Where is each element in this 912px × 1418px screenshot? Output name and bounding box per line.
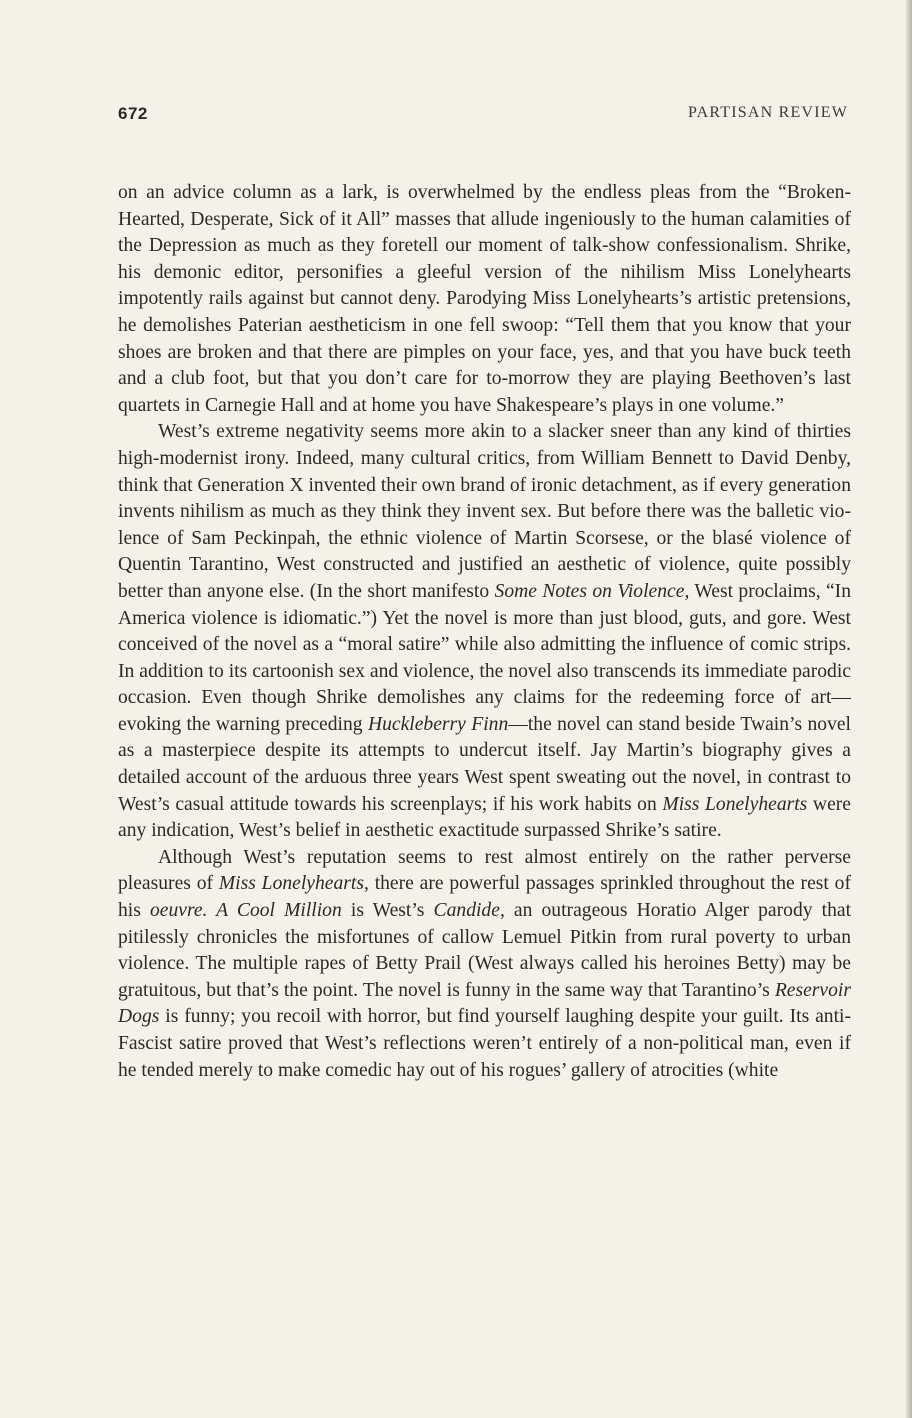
italic-title: Reservoir Dogs bbox=[118, 979, 851, 1028]
article-body bbox=[118, 180, 851, 1084]
page-edge-shadow bbox=[906, 0, 912, 1418]
text-run: Although West’s reputation seems to rest almost entirely on the rather perverse pleasures of bbox=[118, 846, 851, 895]
italic-title: Candide bbox=[433, 900, 500, 922]
text-run: is West’s bbox=[341, 900, 434, 922]
running-head: PARTISAN REVIEW bbox=[687, 104, 848, 121]
paragraph bbox=[118, 845, 851, 1084]
text-run: on an advice column as a lark, is overwhelmed by the endless pleas from the “Broken-Hearted, Desperate, Sick of it All” masses that allude ingeniously to the human calamities of the Depression as much as they foretell our moment of talk-show confessionalism. Shrike, his demonic editor, personifies a gleeful version of the nihilism Miss Lonelyhearts impotently rails against but cannot deny. Parodying Miss Lonelyhearts’s artistic pretensions, he demolishes Paterian aestheticism in one fell swoop: “Tell them that you know that your shoes are broken and that there are pimples on your face, yes, and that you have buck teeth and a club foot, but that you don’t care for to-morrow they are playing Beethoven’s last quartets in Carnegie Hall and at home you have Shakespeare’s plays in one volume.” bbox=[118, 182, 851, 416]
page-header bbox=[118, 104, 848, 128]
italic-title: Huckleberry Finn bbox=[367, 713, 509, 735]
italic-title: Some Notes on Violence bbox=[494, 580, 685, 602]
text-run: , there are powerful passages sprinkled throughout the rest of his bbox=[118, 873, 851, 922]
text-run: —the novel can stand beside Twain’s novel as a masterpiece despite its attempts to undercut itself. Jay Martin’s biography gives a detailed account of the arduous three years West spent sweating out the novel, in contrast to West’s casual attitude towards his screenplays; if his work habits on bbox=[118, 713, 852, 815]
paragraph bbox=[118, 180, 851, 419]
italic-title: Miss Lonelyhearts bbox=[218, 873, 364, 895]
text-run: were any indication, West’s belief in aesthetic exactitude surpassed Shrike’s satire. bbox=[118, 793, 851, 842]
text-run: , an outrageous Horatio Alger parody that pitilessly chronicles the misfortunes of callow Lemuel Pitkin from rural poverty to urban violence. The multiple rapes of Betty Prail (West always called his heroines Betty) may be gratuitous, but that’s the point. The novel is funny in the same way that Tarantino’s bbox=[118, 900, 852, 1001]
text-run: is funny; you recoil with horror, but find yourself laughing despite your guilt. Its anti-Fascist satire proved that West’s reflections weren’t entirely of a non-political man, even if he tended merely to make comedic hay out of his rogues’ gallery of atrocities (white bbox=[118, 1006, 851, 1081]
paragraph bbox=[118, 419, 851, 845]
page-number: 672 bbox=[118, 104, 148, 123]
italic-title: Miss Lonelyhearts bbox=[662, 793, 808, 815]
text-run: West’s extreme negativity seems more akin to a slacker sneer than any kind of thirties high-modernist irony. Indeed, many cultural critics, from William Bennett to David Denby, think that Generation X invented their own brand of ironic detachment, as if every generation invents nihilism as much as they think they invent sex. But before there was the balletic violence of Sam Peckinpah, the ethnic violence of Martin Scorsese, or the blasé violence of Quentin Tarantino, West constructed and justified an aesthetic of violence, quite possibly better than anyone else. (In the short manifesto bbox=[118, 421, 851, 602]
text-run: , West proclaims, “In America violence is idiomatic.”) Yet the novel is more than just blood, guts, and gore. West conceived of the novel as a “moral satire” while also admitting the influence of comic strips. In addition to its cartoonish sex and violence, the novel also transcends its immediate parodic occasion. Even though Shrike demolishes any claims for the redeeming force of art—evoking the warning preceding bbox=[118, 580, 851, 735]
italic-title: oeuvre. A Cool Million bbox=[149, 900, 342, 922]
